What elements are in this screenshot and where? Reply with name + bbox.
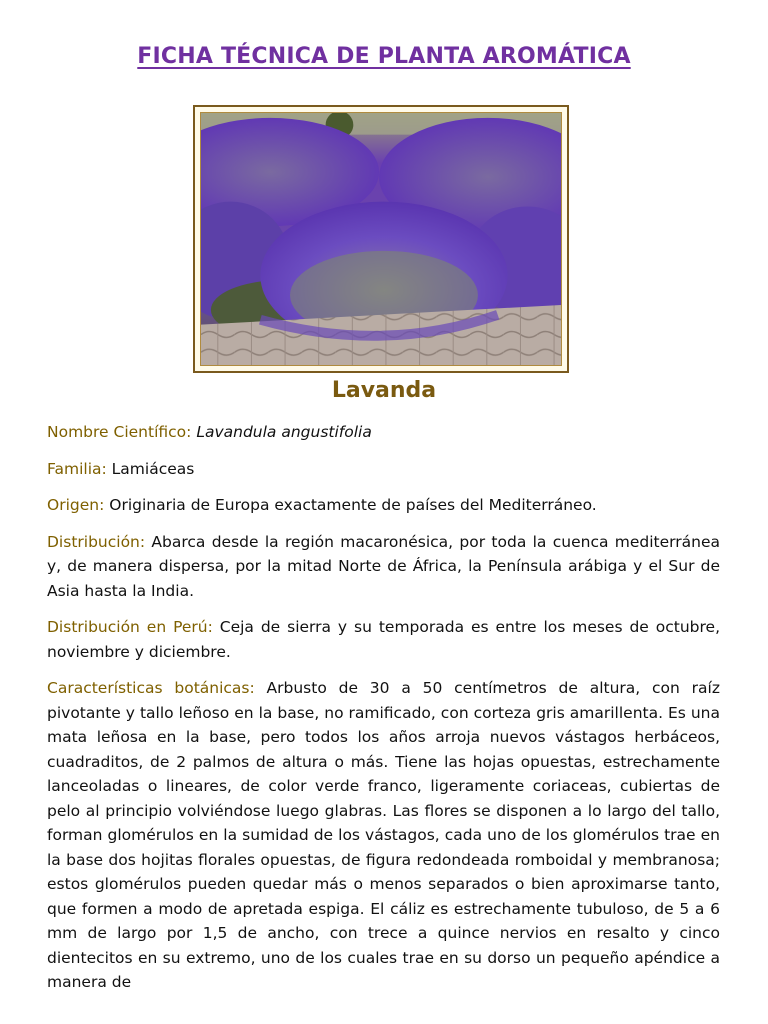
field-origin (47, 493, 720, 518)
field-value: Lavandula angustifolia (196, 423, 372, 441)
page-title: FICHA TÉCNICA DE PLANTA AROMÁTICA (137, 44, 631, 69)
photo-frame (193, 105, 569, 373)
field-value: Lamiáceas (111, 459, 195, 478)
field-label: Familia: (47, 459, 107, 478)
lavender-image (201, 113, 561, 365)
field-value: Ceja de sierra y su temporada es entre los meses de octubre, noviembre y diciembre. (47, 618, 720, 661)
plant-name: Lavanda (331, 378, 437, 403)
field-scientific-name (47, 420, 720, 445)
plant-fields (47, 420, 720, 1007)
field-value: Arbusto de 30 a 50 centímetros de altura, con raíz pivotante y tallo leñoso en la base, no ramificado, con corteza gris amarillenta. Es una mata leñosa en la base, pero todos los años arroja nuevos vástagos herbáceos, cuadraditos, de 2 palmos de altura o más. Tiene las hojas opuestas, estrechamente lanceoladas o lineares, de color verde franco, ligeramente coriaceas, cubiertas de pelo al principio volviéndose luego glabras. Las flores se disponen a lo largo del tallo, forman glomérulos en la sumidad de los vástagos, cada uno de los glomérulos trae en la base dos hojitas florales opuestas, de figura redondeada romboidal y membranosa; estos glomérulos pueden quedar más o menos separados o bien aproximarse tanto, que formen a modo de apretada espiga. El cáliz es estrechamente tubuloso, de 5 a 6 mm de largo por 1,5 de ancho, con trece a quince nervios en resalto y cinco dientecitos en su extremo, uno de los cuales trae en su dorso un pequeño apéndice a manera de (47, 679, 720, 991)
field-label: Distribución en Perú: (47, 618, 213, 636)
field-value: Abarca desde la región macaronésica, por toda la cuenca mediterránea y, de manera dispersa, por la mitad Norte de África, la Península arábiga y el Sur de Asia hasta la India. (47, 532, 720, 600)
lavender-photo (200, 112, 562, 366)
field-label: Origen: (47, 496, 105, 514)
field-value: Originaria de Europa exactamente de países del Mediterráneo. (109, 496, 597, 514)
field-label: Distribución: (47, 532, 146, 551)
field-botanical (47, 676, 720, 995)
field-distribution-peru (47, 615, 720, 664)
field-label: Características botánicas: (47, 679, 255, 697)
field-label: Nombre Científico: (47, 423, 192, 441)
field-family (47, 457, 720, 482)
field-distribution (47, 530, 720, 604)
